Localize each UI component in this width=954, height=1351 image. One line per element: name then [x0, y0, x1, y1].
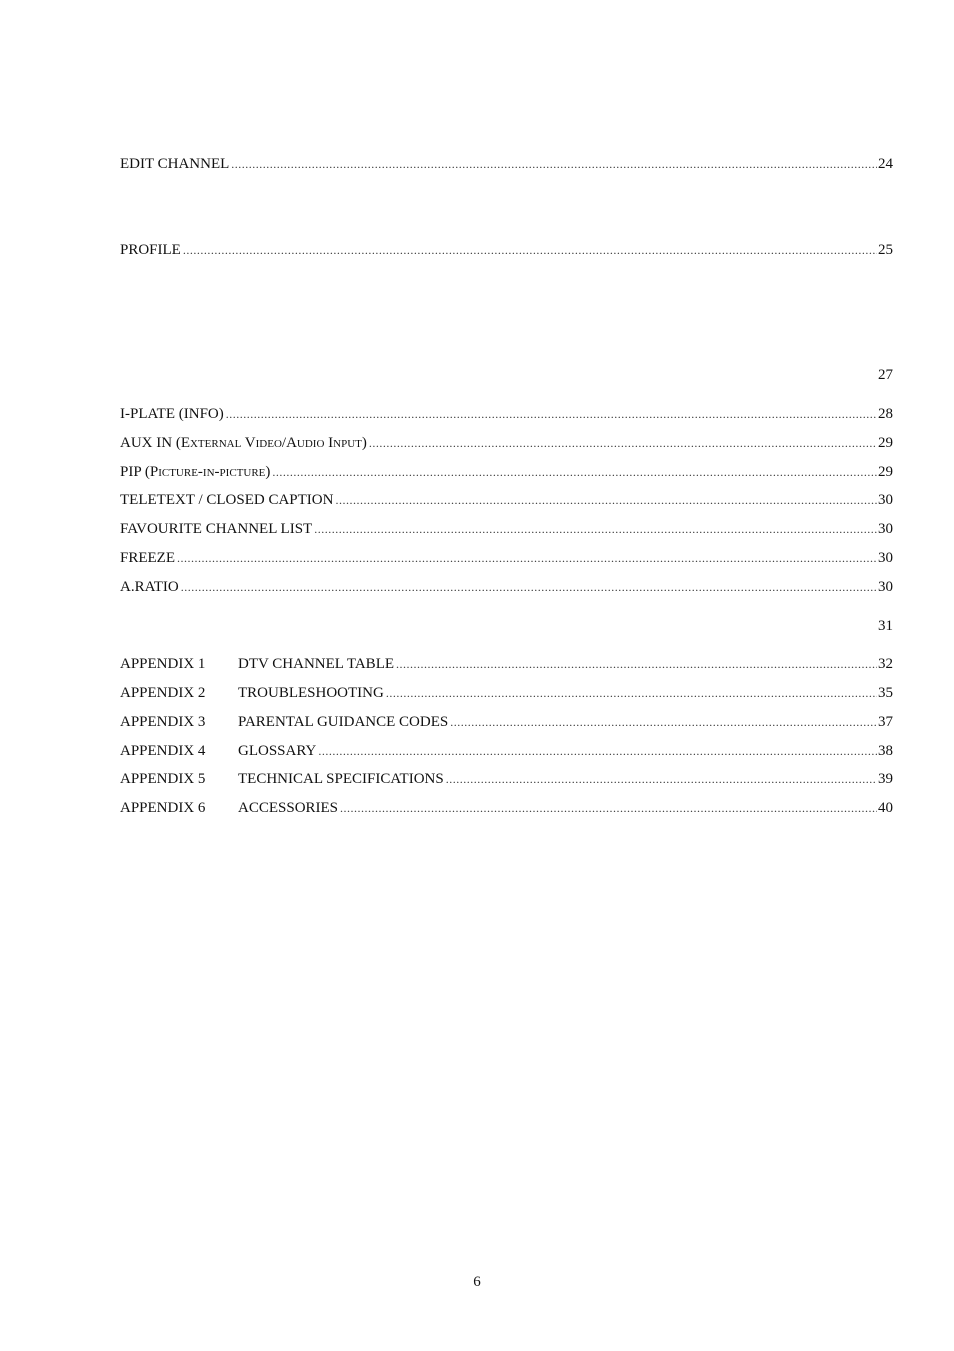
toc-entry-pip[interactable]	[120, 462, 893, 482]
toc-entry-page: 29	[878, 435, 893, 451]
toc-entry-appendix-5[interactable]	[120, 769, 893, 789]
toc-entry-appendix-1[interactable]	[120, 654, 893, 674]
toc-entry-appendix-3[interactable]	[120, 712, 893, 732]
toc-entry-page: 32	[878, 656, 893, 672]
toc-entry-label: DTV CHANNEL TABLE	[238, 656, 395, 672]
toc-entry-label: FREEZE	[120, 550, 175, 566]
toc-entry-teletext[interactable]	[120, 490, 893, 510]
toc-entry-page: 30	[878, 521, 893, 537]
label-prefix: PIP (	[120, 464, 150, 480]
toc-entry-page: 30	[878, 492, 893, 508]
appendix-id: APPENDIX 3	[120, 714, 206, 730]
label-small-caps: External Video/Audio Input	[180, 435, 362, 451]
toc-entry-page: 38	[878, 743, 893, 759]
appendix-id: APPENDIX 2	[120, 685, 206, 701]
dot-leader	[177, 548, 877, 568]
dot-leader	[272, 462, 877, 482]
toc-entry-profile[interactable]	[120, 240, 893, 260]
toc-entry-label: TELETEXT / CLOSED CAPTION	[120, 492, 334, 508]
dot-leader	[386, 683, 877, 703]
section-page-number: 31	[878, 618, 893, 634]
toc-entry-aux-in[interactable]	[120, 433, 893, 453]
dot-leader	[226, 404, 877, 424]
dot-leader	[369, 433, 877, 453]
toc-entry-label: A.RATIO	[120, 579, 179, 595]
label-small-caps: Picture-in-picture	[149, 464, 266, 480]
appendix-id: APPENDIX 5	[120, 771, 206, 787]
toc-entry-label: FAVOURITE CHANNEL LIST	[120, 521, 313, 537]
toc-entry-appendix-2[interactable]	[120, 683, 893, 703]
toc-entry-label	[120, 433, 369, 453]
page-number: 6	[473, 1274, 481, 1290]
toc-entry-label: TROUBLESHOOTING	[238, 685, 384, 701]
label-prefix: AUX IN (	[120, 435, 181, 451]
toc-entry-freeze[interactable]	[120, 548, 893, 568]
toc-entry-page: 37	[878, 714, 893, 730]
dot-leader	[340, 798, 877, 818]
dot-leader	[450, 712, 877, 732]
toc-entry-page: 24	[878, 156, 893, 172]
toc-entry-page: 29	[878, 464, 893, 480]
toc-entry-page: 25	[878, 242, 893, 258]
toc-entry-edit-channel[interactable]	[120, 154, 893, 174]
toc-entry-page: 30	[878, 550, 893, 566]
appendix-id: APPENDIX 6	[120, 800, 206, 816]
appendix-id: APPENDIX 4	[120, 743, 206, 759]
toc-entry-page: 30	[878, 579, 893, 595]
toc-entry-page: 28	[878, 406, 893, 422]
toc-entry-label: PROFILE	[120, 242, 181, 258]
dot-leader	[396, 654, 877, 674]
section-page-number: 27	[878, 367, 893, 383]
dot-leader	[335, 490, 877, 510]
toc-entry-page: 35	[878, 685, 893, 701]
toc-entry-appendix-4[interactable]	[120, 741, 893, 761]
appendix-id: APPENDIX 1	[120, 656, 206, 672]
toc-entry-favourite-channel-list[interactable]	[120, 519, 893, 539]
dot-leader	[183, 240, 877, 260]
dot-leader	[446, 769, 877, 789]
label-suffix: )	[361, 435, 367, 451]
toc-entry-page: 40	[878, 800, 893, 816]
toc-entry-label: ACCESSORIES	[238, 800, 339, 816]
toc-entry-i-plate[interactable]	[120, 404, 893, 424]
label-suffix: )	[265, 464, 271, 480]
toc-entry-appendix-6[interactable]	[120, 798, 893, 818]
dot-leader	[231, 154, 877, 174]
dot-leader	[181, 577, 877, 597]
toc-entry-label: I-PLATE (INFO)	[120, 406, 224, 422]
toc-entry-a-ratio[interactable]	[120, 577, 893, 597]
toc-entry-label	[120, 462, 272, 482]
toc-entry-label: GLOSSARY	[238, 743, 317, 759]
dot-leader	[318, 741, 877, 761]
toc-entry-label: PARENTAL GUIDANCE CODES	[238, 714, 449, 730]
dot-leader	[314, 519, 877, 539]
toc-entry-label: TECHNICAL SPECIFICATIONS	[238, 771, 444, 787]
toc-entry-label: EDIT CHANNEL	[120, 156, 230, 172]
toc-entry-page: 39	[878, 771, 893, 787]
